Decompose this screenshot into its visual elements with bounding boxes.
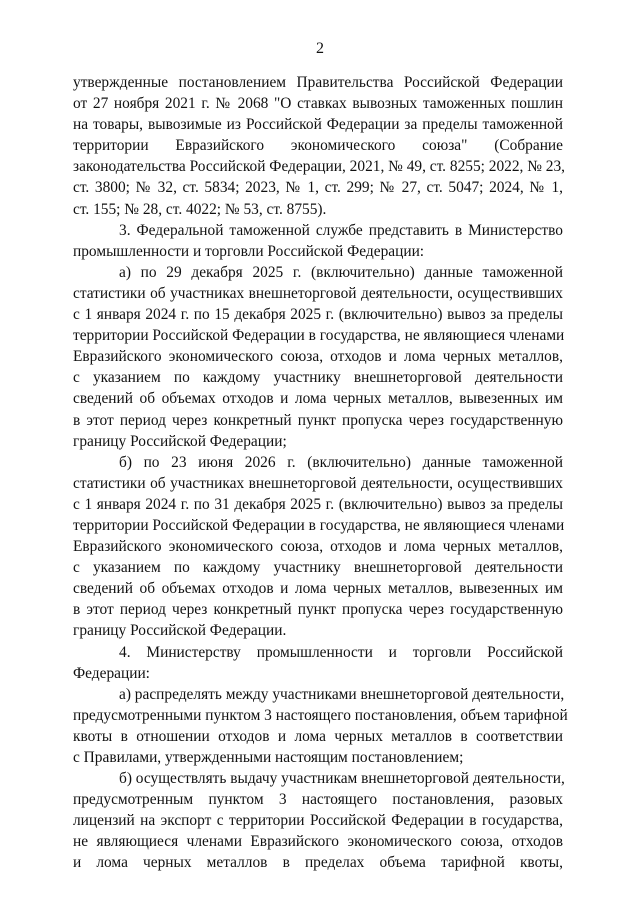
text-line: ст. 155; № 28, ст. 4022; № 53, ст. 8755). (73, 200, 327, 218)
text-line: статистики об участниках внешнеторговой деятельности, осуществивших (73, 474, 563, 492)
text-line: Евразийского экономического союза, отходов и лома черных металлов, (73, 348, 563, 366)
text-line: статистики об участниках внешнеторговой деятельности, осуществивших (73, 284, 563, 302)
text-line: Федерации: (73, 664, 150, 682)
text-line: б) осуществлять выдачу участникам внешнеторговой деятельности, (119, 770, 565, 788)
text-line: с 1 января 2024 г. по 31 декабря 2025 г. (включительно) вывоз за пределы (73, 495, 563, 513)
text-line: промышленности и торговли Российской Федерации: (73, 242, 425, 260)
text-line: границу Российской Федерации. (73, 622, 287, 640)
text-line: территории Евразийского экономического союза" (Собрание (73, 137, 563, 155)
text-line: а) по 29 декабря 2025 г. (включительно) данные таможенной (119, 263, 563, 281)
text-line: и лома черных металлов в пределах объема тарифной квоты, (73, 854, 563, 872)
text-line: сведений об объемах отходов и лома черных металлов, вывезенных им (73, 390, 563, 408)
text-line: лицензий на экспорт с территории Российской Федерации в государства, (73, 812, 563, 830)
text-line: 4. Министерству промышленности и торговли Российской (119, 643, 563, 661)
text-line: с указанием по каждому участнику внешнеторговой деятельности (73, 559, 563, 577)
text-line: утвержденные постановлением Правительства Российской Федерации (73, 74, 563, 91)
text-line: с указанием по каждому участнику внешнеторговой деятельности (73, 369, 563, 387)
text-line: квоты в отношении отходов и лома черных металлов в соответствии (73, 727, 563, 745)
text-line: территории Российской Федерации в государства, не являющиеся членами (73, 516, 565, 534)
text-line: Евразийского экономического союза, отходов и лома черных металлов, (73, 538, 563, 556)
text-line: а) распределять между участниками внешнеторговой деятельности, (119, 685, 565, 703)
text-line: границу Российской Федерации; (73, 432, 287, 450)
text-line: на товары, вывозимые из Российской Федерации за пределы таможенной (73, 116, 563, 134)
text-line: в этот период через конкретный пункт пропуска через государственную (73, 601, 563, 619)
text-line: сведений об объемах отходов и лома черных металлов, вывезенных им (73, 580, 563, 598)
text-line: предусмотренными пунктом 3 настоящего постановления, объем тарифной (73, 706, 568, 724)
page-number: 2 (316, 40, 324, 57)
text-line: с 1 января 2024 г. по 15 декабря 2025 г. (включительно) вывоз за пределы (73, 306, 563, 324)
text-line: не являющиеся членами Евразийского экономического союза, отходов (73, 833, 563, 851)
text-line: территории Российской Федерации в государства, не являющиеся членами (73, 327, 565, 345)
text-line: с Правилами, утвержденными настоящим постановлением; (73, 749, 464, 766)
text-line: в этот период через конкретный пункт пропуска через государственную (73, 411, 563, 429)
text-line: 3. Федеральной таможенной службе представить в Министерство (119, 221, 563, 239)
text-line: ст. 3800; № 32, ст. 5834; 2023, № 1, ст. 299; № 27, ст. 5047; 2024, № 1, (73, 179, 563, 197)
text-line: б) по 23 июня 2026 г. (включительно) данные таможенной (119, 453, 563, 471)
document-body (73, 72, 568, 874)
text-line: законодательства Российской Федерации, 2021, № 49, ст. 8255; 2022, № 23, (73, 158, 566, 176)
text-line: предусмотренным пунктом 3 настоящего постановления, разовых (73, 791, 563, 809)
text-line: от 27 ноября 2021 г. № 2068 "О ставках вывозных таможенных пошлин (73, 95, 563, 113)
